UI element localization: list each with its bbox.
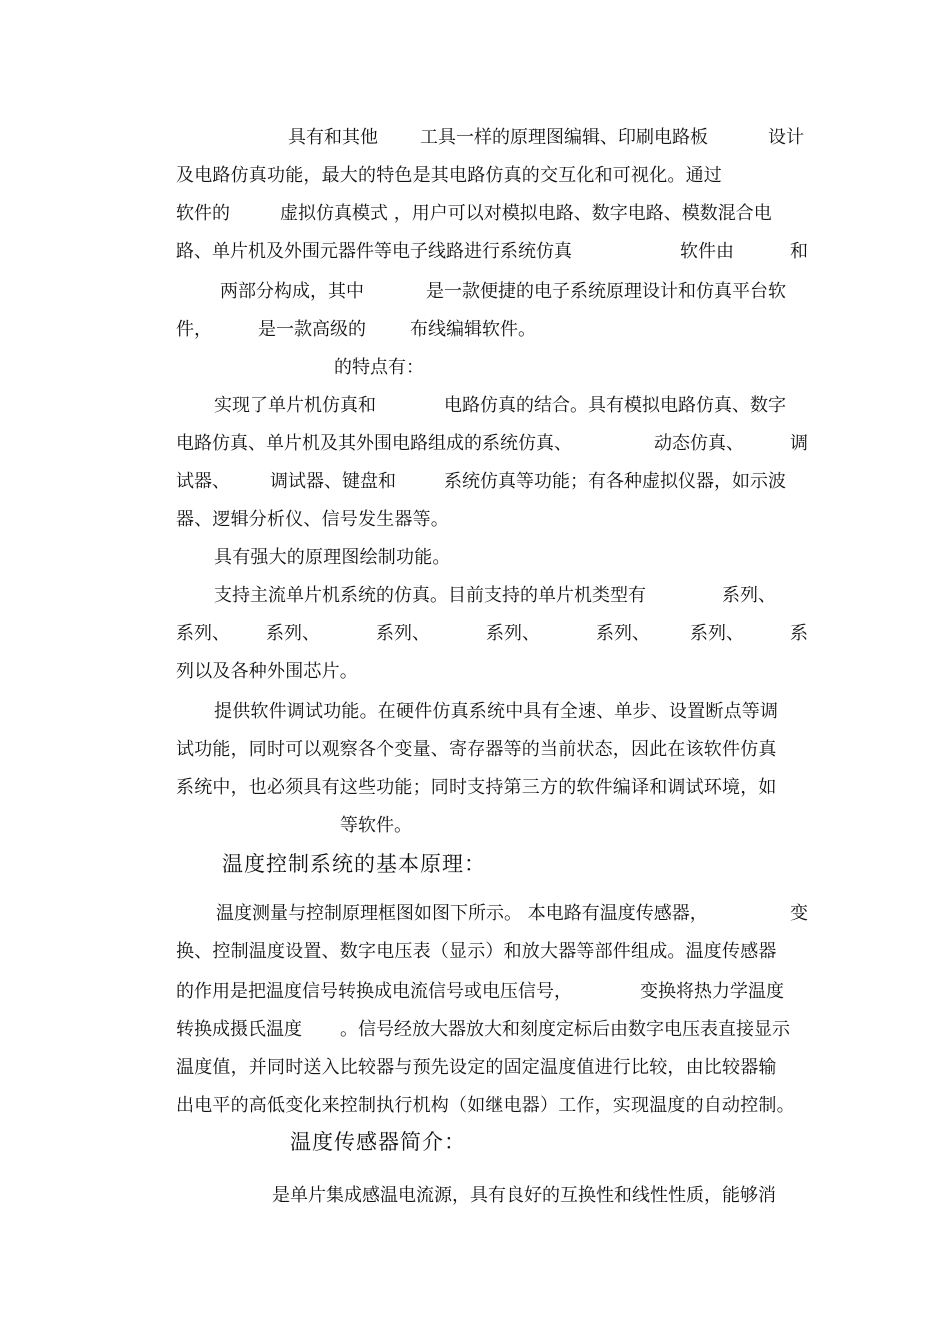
feature1-line1-a: 实现了单片机仿真和 bbox=[214, 395, 376, 416]
section1-line4-b: 。信号经放大器放大和刻度定标后由数字电压表直接显示 bbox=[340, 1019, 790, 1040]
section-heading-temperature-sensor: 温度传感器简介： bbox=[290, 1130, 466, 1154]
feature4-line2: 试功能，同时可以观察各个变量、寄存器等的当前状态，因此在该软件仿真 bbox=[176, 739, 777, 760]
feature4-line4: 等软件。 bbox=[340, 815, 412, 836]
feature1-line2-c: 调 bbox=[790, 433, 808, 454]
feature1-line2-a: 电路仿真、单片机及其外围电路组成的系统仿真、 bbox=[176, 433, 572, 454]
intro-line4-a: 路、单片机及外围元器件等电子线路进行系统仿真 bbox=[176, 241, 572, 262]
feature3-series-3: 系列、 bbox=[376, 623, 430, 644]
section1-line6: 出电平的高低变化来控制执行机构（如继电器）工作，实现温度的自动控制。 bbox=[176, 1095, 795, 1116]
feature4-line3: 系统中，也必须具有这些功能；同时支持第三方的软件编译和调试环境，如 bbox=[176, 777, 777, 798]
feature1-line3-b: 调试器、键盘和 bbox=[270, 471, 396, 492]
feature1-line3-c: 系统仿真等功能；有各种虚拟仪器，如示波 bbox=[444, 471, 786, 492]
section1-line3-a: 的作用是把温度信号转换成电流信号或电压信号， bbox=[176, 981, 572, 1002]
intro-line6-c: 布线编辑软件。 bbox=[410, 319, 536, 340]
section1-line5: 温度值，并同时送入比较器与预先设定的固定温度值进行比较，由比较器输 bbox=[176, 1057, 777, 1078]
intro-line1-c: 设计 bbox=[768, 127, 804, 148]
feature3-series-5: 系列、 bbox=[596, 623, 650, 644]
feature1-line1-b: 电路仿真的结合。具有模拟电路仿真、数字 bbox=[444, 395, 786, 416]
feature4-line1: 提供软件调试功能。在硬件仿真系统中具有全速、单步、设置断点等调 bbox=[214, 701, 779, 722]
feature3-line1-b: 系列、 bbox=[722, 585, 776, 606]
feature3-series-1: 系列、 bbox=[176, 623, 230, 644]
feature2-line: 具有强大的原理图绘制功能。 bbox=[214, 547, 451, 568]
intro-line5-a: 两部分构成，其中 bbox=[220, 281, 364, 302]
feature3-line1-a: 支持主流单片机系统的仿真。目前支持的单片机类型有 bbox=[214, 585, 646, 606]
feature3-line3: 列以及各种外围芯片。 bbox=[176, 661, 358, 682]
intro-line4-c: 和 bbox=[790, 241, 808, 262]
feature1-line4: 器、逻辑分析仪、信号发生器等。 bbox=[176, 509, 449, 530]
intro-line4-b: 软件由 bbox=[680, 241, 734, 262]
section1-line1-b: 变 bbox=[790, 903, 808, 924]
section-heading-temperature-control: 温度控制系统的基本原理： bbox=[222, 852, 486, 876]
section1-line1-a: 温度测量与控制原理框图如图下所示。 本电路有温度传感器， bbox=[216, 903, 708, 924]
section2-line1: 是单片集成感温电流源，具有良好的互换性和线性性质，能够消 bbox=[272, 1185, 776, 1206]
section1-line2: 换、控制温度设置、数字电压表（显示）和放大器等部件组成。温度传感器 bbox=[176, 941, 777, 962]
features-title: 的特点有： bbox=[334, 357, 424, 378]
section1-line4-a: 转换成摄氏温度 bbox=[176, 1019, 302, 1040]
feature3-series-6: 系列、 bbox=[690, 623, 744, 644]
feature1-line3-a: 试器、 bbox=[176, 471, 230, 492]
feature1-line2-b: 动态仿真、 bbox=[654, 433, 744, 454]
section1-line3-b: 变换将热力学温度 bbox=[640, 981, 784, 1002]
intro-line2: 及电路仿真功能，最大的特色是其电路仿真的交互化和可视化。通过 bbox=[176, 165, 722, 186]
feature3-series-7: 系 bbox=[790, 623, 808, 644]
intro-line3-a: 软件的 bbox=[176, 203, 230, 224]
intro-line1-b: 工具一样的原理图编辑、印刷电路板 bbox=[420, 127, 708, 148]
intro-line5-b: 是一款便捷的电子系统原理设计和仿真平台软 bbox=[426, 281, 786, 302]
feature3-series-4: 系列、 bbox=[486, 623, 540, 644]
intro-line6-a: 件， bbox=[176, 319, 212, 340]
intro-line1-a: 具有和其他 bbox=[288, 127, 378, 148]
feature3-series-2: 系列、 bbox=[266, 623, 320, 644]
intro-line3-b: 虚拟仿真模式 ，用户可以对模拟电路、数字电路、模数混合电 bbox=[280, 203, 772, 224]
intro-line6-b: 是一款高级的 bbox=[258, 319, 366, 340]
